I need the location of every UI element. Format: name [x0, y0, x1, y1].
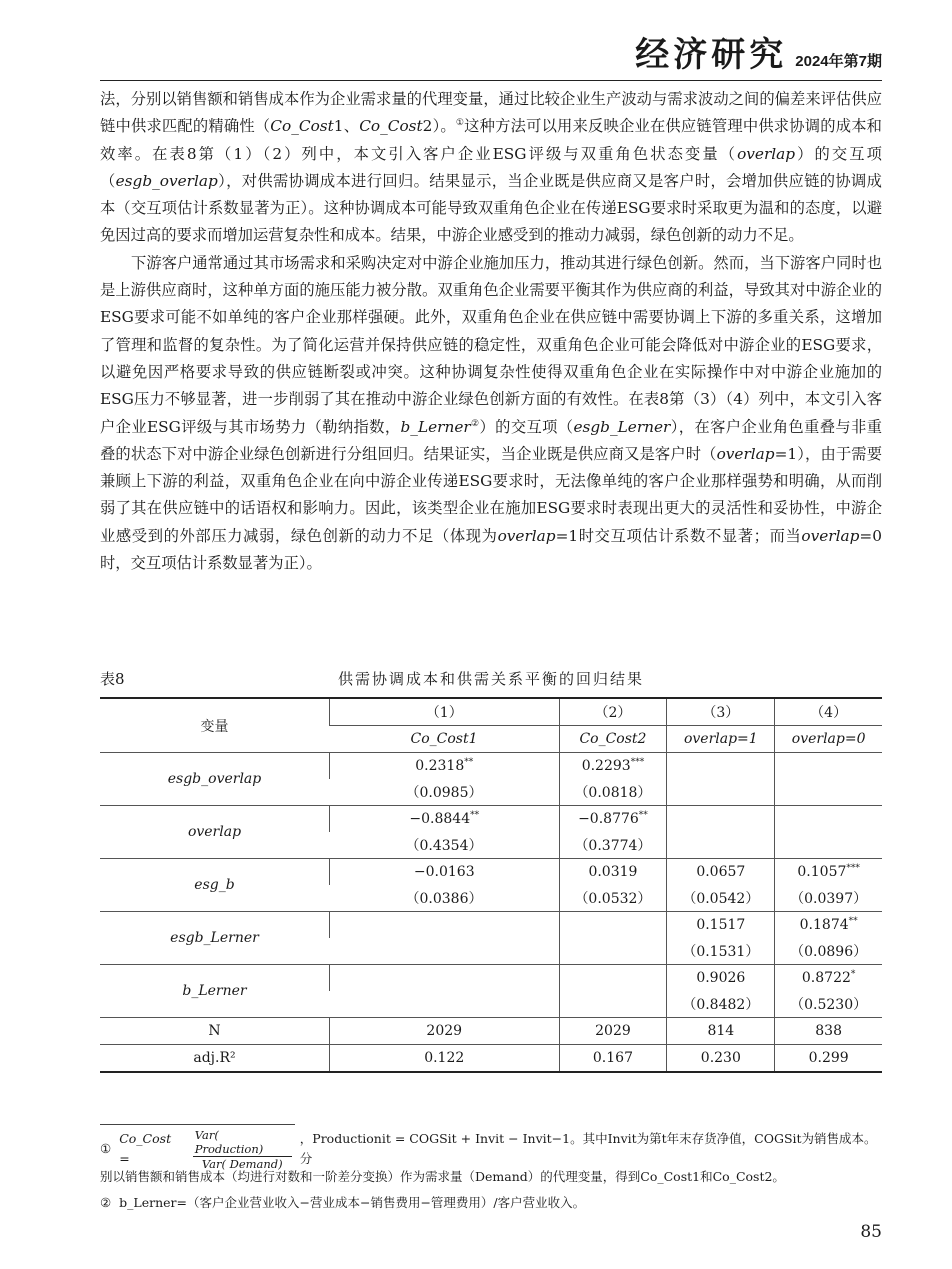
text-run: ），在客户企业角色重叠与非重叠的状态下对中游企业绿色创新进行分组回归。结果证实，当企业既是供应商又是客户时（: [100, 417, 882, 463]
table-body: [100, 698, 882, 1072]
formula-lhs: Co_Cost =: [119, 1131, 172, 1166]
coef-cell: 0.0319: [559, 859, 667, 886]
se-cell: [559, 938, 667, 965]
page-number: 85: [860, 1222, 882, 1242]
footnote-1: [100, 1127, 882, 1171]
paragraph-2: [100, 250, 882, 578]
italic-term: b_Lerner: [400, 417, 471, 436]
coef-cell: [667, 753, 775, 780]
stat-cell: 0.230: [667, 1045, 775, 1073]
coef-cell: [559, 965, 667, 992]
col-label: overlap=1: [667, 726, 775, 753]
footnote-ref[interactable]: ②: [470, 418, 480, 429]
col-label: overlap=0: [775, 726, 882, 753]
italic-term: overlap: [737, 144, 796, 163]
table-row-stat: [100, 1018, 882, 1045]
coef-cell: 0.1057***: [775, 859, 882, 886]
journal-logo: 经济研究: [635, 35, 788, 75]
coef-cell: [559, 912, 667, 939]
significance-stars: ***: [846, 863, 860, 874]
italic-term: Co_Cost: [359, 117, 423, 136]
table-row-coef: [100, 753, 882, 780]
se-cell: （0.0542）: [667, 885, 775, 912]
text-run: 法，分别以销售额和销售成本作为企业需求量的代理变量，通过比较企业生产波动与需求波动之间的偏差来评估供应链中供求匹配的精确性（: [100, 90, 882, 136]
body-text: [100, 86, 882, 577]
significance-stars: **: [470, 810, 480, 821]
footnote-2-text: b_Lerner=（客户企业营业收入−营业成本−销售费用−管理费用）/客户营业收入。: [119, 1195, 586, 1210]
row-stat-label: adj.R²: [100, 1045, 330, 1073]
stat-cell: 838: [775, 1018, 882, 1045]
table-row-coef: [100, 912, 882, 939]
italic-term: overlap: [801, 526, 860, 545]
coef-cell: 0.1517: [667, 912, 775, 939]
coef-cell: −0.8844**: [330, 806, 560, 833]
col-number: （4）: [775, 698, 882, 726]
significance-stars: **: [464, 757, 474, 768]
coef-cell: 0.9026: [667, 965, 775, 992]
se-cell: [775, 779, 882, 806]
footnote-2: [100, 1193, 882, 1213]
col-number: （2）: [559, 698, 667, 726]
coef-cell: [330, 912, 560, 939]
fraction-denominator: Var( Demand): [201, 1156, 283, 1171]
stat-cell: 2029: [330, 1018, 560, 1045]
se-cell: （0.1531）: [667, 938, 775, 965]
row-variable: esgb_Lerner: [100, 912, 330, 965]
col-label: Co_Cost1: [330, 726, 560, 753]
footnote-ref[interactable]: ①: [455, 118, 465, 129]
row-variable: esgb_overlap: [100, 753, 330, 806]
italic-term: esgb_overlap: [115, 171, 218, 190]
coef-cell: [775, 806, 882, 833]
stat-cell: 2029: [559, 1018, 667, 1045]
table-row-stat: [100, 1045, 882, 1073]
footnote-divider: [100, 1124, 295, 1125]
se-cell: （0.0896）: [775, 938, 882, 965]
coef-cell: 0.1874**: [775, 912, 882, 939]
table-row-coef: [100, 965, 882, 992]
italic-term: overlap: [497, 526, 556, 545]
table-title: 供需协调成本和供需关系平衡的回归结果: [337, 670, 644, 688]
significance-stars: ***: [630, 757, 645, 768]
text-run: ）的交互项（: [479, 417, 574, 436]
text-run: =1），由于需要兼顾上下游的利益，双重角色企业在向中游企业传递ESG要求时，无法像单纯的客户企业那样强势和明确，从而削弱了其在供应链中的话语权和影响力。因此，该类型企业在施加ESG要求时表现出更大的灵活性和妥协性，中游企业感受到的外部压力减弱，绿色创新的动力不足（体现为: [100, 444, 882, 545]
row-variable: esg_b: [100, 859, 330, 912]
row-variable: b_Lerner: [100, 965, 330, 1018]
paragraph-1: [100, 86, 882, 250]
significance-stars: **: [848, 916, 858, 927]
text-run: ）的交互项（: [100, 144, 882, 190]
stat-cell: 0.299: [775, 1045, 882, 1073]
se-cell: [559, 991, 667, 1018]
coef-cell: [330, 965, 560, 992]
coef-cell: −0.8776**: [559, 806, 667, 833]
text-run: ），对供需协调成本进行回归。结果显示，当企业既是供应商又是客户时，会增加供应链的协调成本（交互项估计系数显著为正）。这种协调成本可能导致双重角色企业在传递ESG要求时采取更为温和的态度，以避免因过高的要求而增加运营复杂性和成本。结果，中游企业感受到的推动力减弱，绿色创新的动力不足。: [100, 171, 882, 245]
issue-label: 2024年第7期: [795, 53, 882, 70]
se-cell: （0.0818）: [559, 779, 667, 806]
table-header-row: [100, 698, 882, 726]
italic-term: overlap: [716, 444, 775, 463]
italic-term: Co_Cost: [270, 117, 334, 136]
stat-cell: 0.122: [330, 1045, 560, 1073]
row-stat-label: N: [100, 1018, 330, 1045]
significance-stars: **: [638, 810, 648, 821]
footnote-1-continuation: 别以销售额和销售成本（均进行对数和一阶差分变换）作为需求量（Demand）的代理变量，得到Co_Cost1和Co_Cost2。: [100, 1169, 785, 1184]
coef-cell: 0.0657: [667, 859, 775, 886]
se-cell: （0.5230）: [775, 991, 882, 1018]
coef-cell: −0.0163: [330, 859, 560, 886]
table-row-coef: [100, 806, 882, 833]
row-variable: overlap: [100, 806, 330, 859]
se-cell: （0.3774）: [559, 832, 667, 859]
regression-table: [100, 697, 882, 1073]
coef-cell: [775, 753, 882, 780]
se-cell: [330, 938, 560, 965]
running-header: [635, 35, 882, 75]
significance-stars: *: [850, 969, 856, 980]
coef-cell: 0.2293***: [559, 753, 667, 780]
se-cell: [330, 991, 560, 1018]
table-caption: [100, 668, 882, 692]
footnote-marker: ①: [100, 1141, 112, 1156]
text-run: =0时，交互项估计系数显著为正）。: [100, 526, 882, 573]
text-run: 2）。: [422, 117, 456, 136]
text-run: 这种方法可以用来反映企业在供应链管理中供求协调的成本和效率。在表8第（1）（2）列中，本文引入客户企业ESG评级与双重角色状态变量（: [100, 117, 882, 163]
se-cell: （0.0386）: [405, 891, 483, 907]
variable-header: 变量: [100, 698, 330, 753]
col-label: Co_Cost2: [559, 726, 667, 753]
text-run: 1、: [333, 117, 360, 136]
formula-fraction: [193, 1128, 292, 1171]
se-cell: （0.0397）: [775, 885, 882, 912]
stat-cell: 814: [667, 1018, 775, 1045]
se-cell: [667, 779, 775, 806]
header-divider: [100, 80, 882, 81]
text-run: =1时交互项估计系数不显著；而当: [555, 526, 802, 545]
se-cell: [667, 832, 775, 859]
footnotes: [100, 1127, 882, 1213]
coef-cell: 0.2318**: [330, 753, 560, 780]
footnote-marker: ②: [100, 1195, 112, 1210]
table-number: 表8: [100, 670, 125, 688]
se-cell: （0.0532）: [559, 885, 667, 912]
fraction-numerator: Var( Production): [193, 1128, 292, 1157]
table-row-coef: [100, 859, 882, 886]
se-cell: （0.8482）: [667, 991, 775, 1018]
italic-term: esgb_Lerner: [573, 417, 671, 436]
coef-cell: [667, 806, 775, 833]
se-cell: （0.0985）: [405, 785, 483, 801]
se-cell: [775, 832, 882, 859]
stat-cell: 0.167: [559, 1045, 667, 1073]
se-cell: （0.4354）: [405, 838, 483, 854]
text-run: 下游客户通常通过其市场需求和采购决定对中游企业施加压力，推动其进行绿色创新。然而，当下游客户同时也是上游供应商时，这种单方面的施压能力被分散。双重角色企业需要平衡其作为供应商的利益，导致其对中游企业的ESG要求可能不如单纯的客户企业那样强硬。此外，双重角色企业在供应链中需要协调上下游的多重关系，这增加了管理和监督的复杂性。为了简化运营并保持供应链的稳定性，双重角色企业可能会降低对中游企业的ESG要求，以避免因严格要求导致的供应链断裂或冲突。这种协调复杂性使得双重角色企业在实际操作中对中游企业施加的ESG压力不够显著，进一步削弱了其在推动中游企业绿色创新方面的有效性。在表8第（3）（4）列中，本文引入客户企业ESG评级与其市场势力（勒纳指数，: [100, 253, 882, 436]
coef-cell: 0.8722*: [775, 965, 882, 992]
footnote-1-text: ，Productionit = COGSit + Invit − Invit−1。其中Invit为第t年末存货净值，COGSit为销售成本。分: [299, 1131, 877, 1166]
col-number: （1）: [330, 698, 560, 726]
col-number: （3）: [667, 698, 775, 726]
